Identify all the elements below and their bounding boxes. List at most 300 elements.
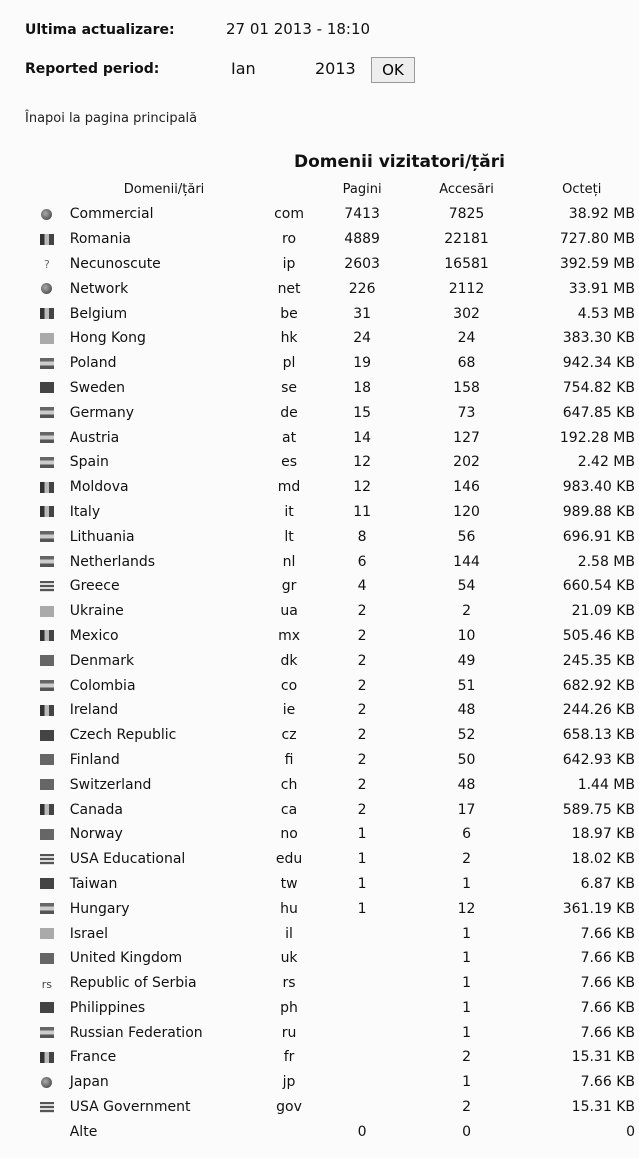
bytes-value: 15.31 KB [571,1049,635,1066]
flag-cell [30,252,64,277]
country-name: Netherlands [69,553,156,570]
bytes-value: 7.66 KB [580,950,635,967]
hits-value: 2112 [448,280,485,297]
flag-icon [41,209,52,220]
bytes-value: 7.66 KB [580,925,635,942]
flag-cell [30,996,64,1021]
table-row [30,996,639,1021]
flag-icon [40,382,54,393]
country-name: Ireland [69,702,119,719]
last-update-value: 27 01 2013 - 18:10 [226,20,371,38]
domain-code: edu [275,851,303,868]
hits-value: 2 [462,603,471,620]
country-name: France [69,1049,117,1066]
bytes-value: 2.42 MB [577,454,635,471]
flag-cell [30,400,64,425]
pages-column-header: Pagini [342,181,382,197]
flag-icon [41,283,52,294]
hits-value: 10 [457,627,476,644]
flag-cell [30,524,64,549]
flag-icon: rs [41,977,52,991]
bytes-value: 1.44 MB [577,776,635,793]
pages-value [320,1045,405,1070]
pages-value: 2 [357,727,367,744]
bytes-column-header: Octeți [562,181,602,197]
hits-value: 1 [462,975,471,992]
country-name: United Kingdom [69,950,183,967]
domain-code: ie [282,702,296,719]
bytes-value: 18.97 KB [571,826,635,843]
table-row [30,921,639,946]
flag-icon [40,655,54,666]
domain-code: net [277,280,301,297]
domain-code: no [280,826,298,843]
pages-value: 2 [357,652,367,669]
hits-value: 56 [457,528,476,545]
domain-column-header: Domenii/țări [123,181,205,197]
domain-code: uk [280,950,298,967]
table-row [30,301,639,326]
hits-value: 12 [457,900,476,917]
hits-value: 120 [453,503,480,520]
country-name: Hong Kong [69,330,146,347]
hits-value: 2 [462,1049,471,1066]
domain-code: ro [282,231,297,248]
pages-value: 2 [357,603,367,620]
bytes-value: 245.35 KB [562,652,635,669]
domain-code: dk [280,652,298,669]
bytes-value: 361.19 KB [562,900,635,917]
country-name: Hungary [69,900,130,917]
country-name: Sweden [69,379,126,396]
table-row [30,624,639,649]
pages-value: 12 [353,454,372,471]
pages-value: 14 [353,429,372,446]
country-name: Spain [69,454,109,471]
flag-icon [40,531,54,542]
bytes-value: 0 [626,1123,635,1140]
table-row [30,673,639,698]
country-name: Network [69,280,129,297]
pages-value: 226 [348,280,376,297]
pages-value: 1 [357,875,367,892]
pages-value: 4889 [344,231,380,248]
flag-icon [40,928,54,939]
pages-value: 2 [357,801,367,818]
country-name: Philippines [69,999,146,1016]
flag-icon [40,829,54,840]
domain-code: ch [280,776,298,793]
flag-cell [30,202,64,227]
domain-code: hk [280,330,298,347]
table-row [30,524,639,549]
pages-value: 2 [357,776,367,793]
country-name: Israel [69,925,108,942]
country-name: Norway [69,826,123,843]
flag-icon [41,1077,52,1088]
bytes-value: 392.59 MB [559,255,635,272]
pages-value: 2 [357,627,367,644]
table-row [30,276,639,301]
bytes-value: 647.85 KB [562,404,635,421]
hits-value: 6 [462,826,471,843]
hits-value: 127 [453,429,480,446]
hits-value: 7825 [448,206,485,223]
country-name: Austria [69,429,120,446]
domain-code: cz [281,727,297,744]
country-name: Germany [69,404,135,421]
flag-icon [40,953,54,964]
hits-value: 0 [462,1123,471,1140]
pages-value: 19 [353,355,372,372]
domain-code: it [284,503,294,520]
flag-cell [30,921,64,946]
hits-value: 144 [453,553,480,570]
pages-value: 2603 [344,255,380,272]
bytes-value: 7.66 KB [580,1024,635,1041]
flag-icon [40,432,54,443]
bytes-value: 658.13 KB [562,727,635,744]
country-name: Republic of Serbia [69,975,197,992]
flag-icon [40,358,54,369]
domain-code: gr [281,578,297,595]
country-name: Alte [69,1123,98,1140]
flag-icon [40,1052,54,1063]
domain-code: gov [276,1099,302,1116]
hits-value: 16581 [444,255,489,272]
domain-code: tw [280,875,298,892]
flag-cell [30,698,64,723]
flag-icon [40,457,54,468]
table-row [30,252,639,277]
table-row [30,723,639,748]
bytes-value: 7.66 KB [580,975,635,992]
table-row [30,872,639,897]
domain-code: es [281,454,298,471]
bytes-value: 2.58 MB [577,553,635,570]
table-row [30,326,639,351]
bytes-value: 192.28 MB [559,429,635,446]
country-name: Italy [69,503,101,520]
domain-code: pl [282,355,296,372]
table-row [30,896,639,921]
table-row [30,1020,639,1045]
country-name: Finland [69,751,120,768]
table-row [30,400,639,425]
flag-cell [30,624,64,649]
flag-cell [30,227,64,252]
bytes-value: 696.91 KB [562,528,635,545]
flag-cell [30,872,64,897]
country-name: Denmark [69,652,135,669]
country-name: Colombia [69,677,136,694]
flag-cell [30,1095,64,1120]
table-row [30,1119,639,1144]
domain-code: lt [284,528,294,545]
pages-value: 4 [357,578,367,595]
table-row [30,202,639,227]
flag-icon [40,482,54,493]
hits-value: 1 [462,999,471,1016]
flag-icon [40,878,54,889]
flag-column-header [30,176,64,202]
hits-value: 54 [457,578,476,595]
pages-value [320,1070,405,1095]
table-row [30,822,639,847]
domain-code: ru [281,1024,297,1041]
flag-icon [40,581,54,592]
country-name: Greece [69,578,120,595]
domain-code: nl [282,553,296,570]
pages-value: 1 [357,851,367,868]
table-row [30,1045,639,1070]
flag-icon [40,730,54,741]
country-name: Lithuania [69,528,135,545]
bytes-value: 4.53 MB [577,305,635,322]
country-name: Commercial [69,206,154,223]
bytes-value: 727.80 MB [559,231,635,248]
flag-icon [40,234,54,245]
domain-code: jp [282,1074,296,1091]
table-row [30,425,639,450]
table-row [30,1070,639,1095]
ok-button[interactable]: OK [371,57,415,83]
flag-icon [40,1002,54,1013]
country-name: Poland [69,355,117,372]
table-row [30,351,639,376]
bytes-value: 983.40 KB [562,479,635,496]
table-row [30,648,639,673]
pages-value: 2 [357,751,367,768]
flag-cell [30,574,64,599]
bytes-value: 642.93 KB [562,751,635,768]
bytes-value: 754.82 KB [562,379,635,396]
flag-icon [40,779,54,790]
country-name: Romania [69,231,131,248]
country-name: Ukraine [69,603,124,620]
hits-value: 48 [457,702,476,719]
flag-cell [30,971,64,996]
pages-value: 2 [357,702,367,719]
pages-value: 15 [353,404,372,421]
domain-code: be [280,305,298,322]
code-column-header [258,176,319,202]
table-row [30,500,639,525]
pages-value: 0 [357,1123,367,1140]
hits-value: 2 [462,1099,471,1116]
bytes-value: 21.09 KB [571,603,635,620]
country-name: Taiwan [69,875,118,892]
flag-icon [40,506,54,517]
table-row [30,574,639,599]
domain-code: fr [283,1049,295,1066]
country-name: Canada [69,801,124,818]
hits-value: 24 [457,330,476,347]
table-row [30,227,639,252]
flag-cell [30,896,64,921]
flag-cell [30,673,64,698]
pages-value: 11 [353,503,372,520]
table-row [30,450,639,475]
pages-value: 7413 [344,206,380,223]
month-select[interactable]: Ian [231,59,256,78]
domain-code: com [274,206,304,223]
flag-icon [40,680,54,691]
flag-cell [30,376,64,401]
flag-cell [30,326,64,351]
hits-value: 1 [462,1074,471,1091]
table-body [30,202,639,1144]
domain-code: mx [278,627,301,644]
bytes-value: 589.75 KB [562,801,635,818]
flag-cell [30,797,64,822]
flag-cell [30,946,64,971]
domain-code [258,1119,319,1144]
hits-value: 1 [462,875,471,892]
hits-value: 51 [457,677,476,694]
flag-icon: ? [43,258,50,272]
flag-cell [30,772,64,797]
country-name: Moldova [69,479,129,496]
pages-value [320,921,405,946]
domain-code: fi [284,751,294,768]
bytes-value: 989.88 KB [562,503,635,520]
table-row [30,748,639,773]
flag-cell [30,425,64,450]
hits-value: 302 [453,305,480,322]
flag-icon [40,556,54,567]
hits-value: 52 [457,727,476,744]
bytes-value: 33.91 MB [568,280,635,297]
flag-icon [40,854,54,865]
flag-cell [30,475,64,500]
country-name: USA Educational [69,851,186,868]
year-select[interactable]: 2013 [315,59,356,78]
pages-value: 1 [357,900,367,917]
hits-value: 2 [462,851,471,868]
pages-value [320,971,405,996]
domain-code: hu [280,900,298,917]
flag-cell [30,822,64,847]
pages-value: 31 [353,305,372,322]
hits-value: 146 [453,479,480,496]
hits-value: 48 [457,776,476,793]
hits-value: 22181 [444,231,489,248]
hits-value: 73 [457,404,476,421]
period-label: Reported period: [25,61,160,77]
table-row [30,946,639,971]
flag-cell [30,1045,64,1070]
flag-cell [30,1119,64,1144]
hits-value: 50 [457,751,476,768]
last-update-label: Ultima actualizare: [25,22,175,38]
pages-value [320,1095,405,1120]
domain-code: at [282,429,297,446]
flag-cell [30,723,64,748]
flag-cell [30,276,64,301]
flag-cell [30,648,64,673]
country-name: Czech Republic [69,727,177,744]
flag-cell [30,748,64,773]
bytes-value: 505.46 KB [562,627,635,644]
flag-cell [30,1070,64,1095]
table-row [30,475,639,500]
flag-icon [40,308,54,319]
flag-icon [40,903,54,914]
bytes-value: 7.66 KB [580,999,635,1016]
bytes-value: 15.31 KB [571,1099,635,1116]
bytes-value: 7.66 KB [580,1074,635,1091]
domain-code: de [280,404,298,421]
pages-value: 18 [353,379,372,396]
bytes-value: 18.02 KB [571,851,635,868]
flag-icon [40,1102,54,1113]
pages-value: 8 [357,528,367,545]
country-name: Japan [69,1074,109,1091]
bytes-value: 244.26 KB [562,702,635,719]
section-title: Domenii vizitatori/țări [294,152,505,172]
domain-code: rs [282,975,296,992]
pages-value: 2 [357,677,367,694]
flag-icon [40,606,54,617]
country-name: Mexico [69,627,119,644]
flag-cell [30,1020,64,1045]
bytes-value: 383.30 KB [562,330,635,347]
table-header-row [30,176,639,202]
hits-value: 202 [453,454,480,471]
hits-value: 17 [457,801,476,818]
domain-code: ip [282,255,296,272]
flag-icon [40,754,54,765]
hits-value: 158 [453,379,480,396]
country-name: Russian Federation [69,1024,203,1041]
hits-value: 1 [462,925,471,942]
flag-icon [40,804,54,815]
flag-icon [40,333,54,344]
table-row [30,797,639,822]
domain-code: md [277,479,301,496]
flag-cell [30,500,64,525]
domain-code: il [285,925,293,942]
hits-column-header: Accesări [439,181,494,197]
table-row [30,772,639,797]
country-name: Necunoscute [69,255,161,272]
back-to-main-link[interactable]: Înapoi la pagina principală [25,111,198,126]
flag-cell [30,549,64,574]
domain-code: co [280,677,298,694]
bytes-value: 660.54 KB [562,578,635,595]
bytes-value: 6.87 KB [580,875,635,892]
pages-value: 24 [353,330,372,347]
table-row [30,599,639,624]
flag-icon [40,705,54,716]
pages-value [320,1020,405,1045]
domain-code: ph [280,999,298,1016]
domain-code: ua [280,603,298,620]
domain-code: ca [280,801,298,818]
table-row [30,376,639,401]
hits-value: 1 [462,950,471,967]
pages-value: 1 [357,826,367,843]
country-name: USA Government [69,1099,191,1116]
table-row [30,971,639,996]
bytes-value: 682.92 KB [562,677,635,694]
flag-cell [30,301,64,326]
flag-icon [40,630,54,641]
table-row [30,549,639,574]
country-name: Belgium [69,305,128,322]
flag-cell [30,847,64,872]
